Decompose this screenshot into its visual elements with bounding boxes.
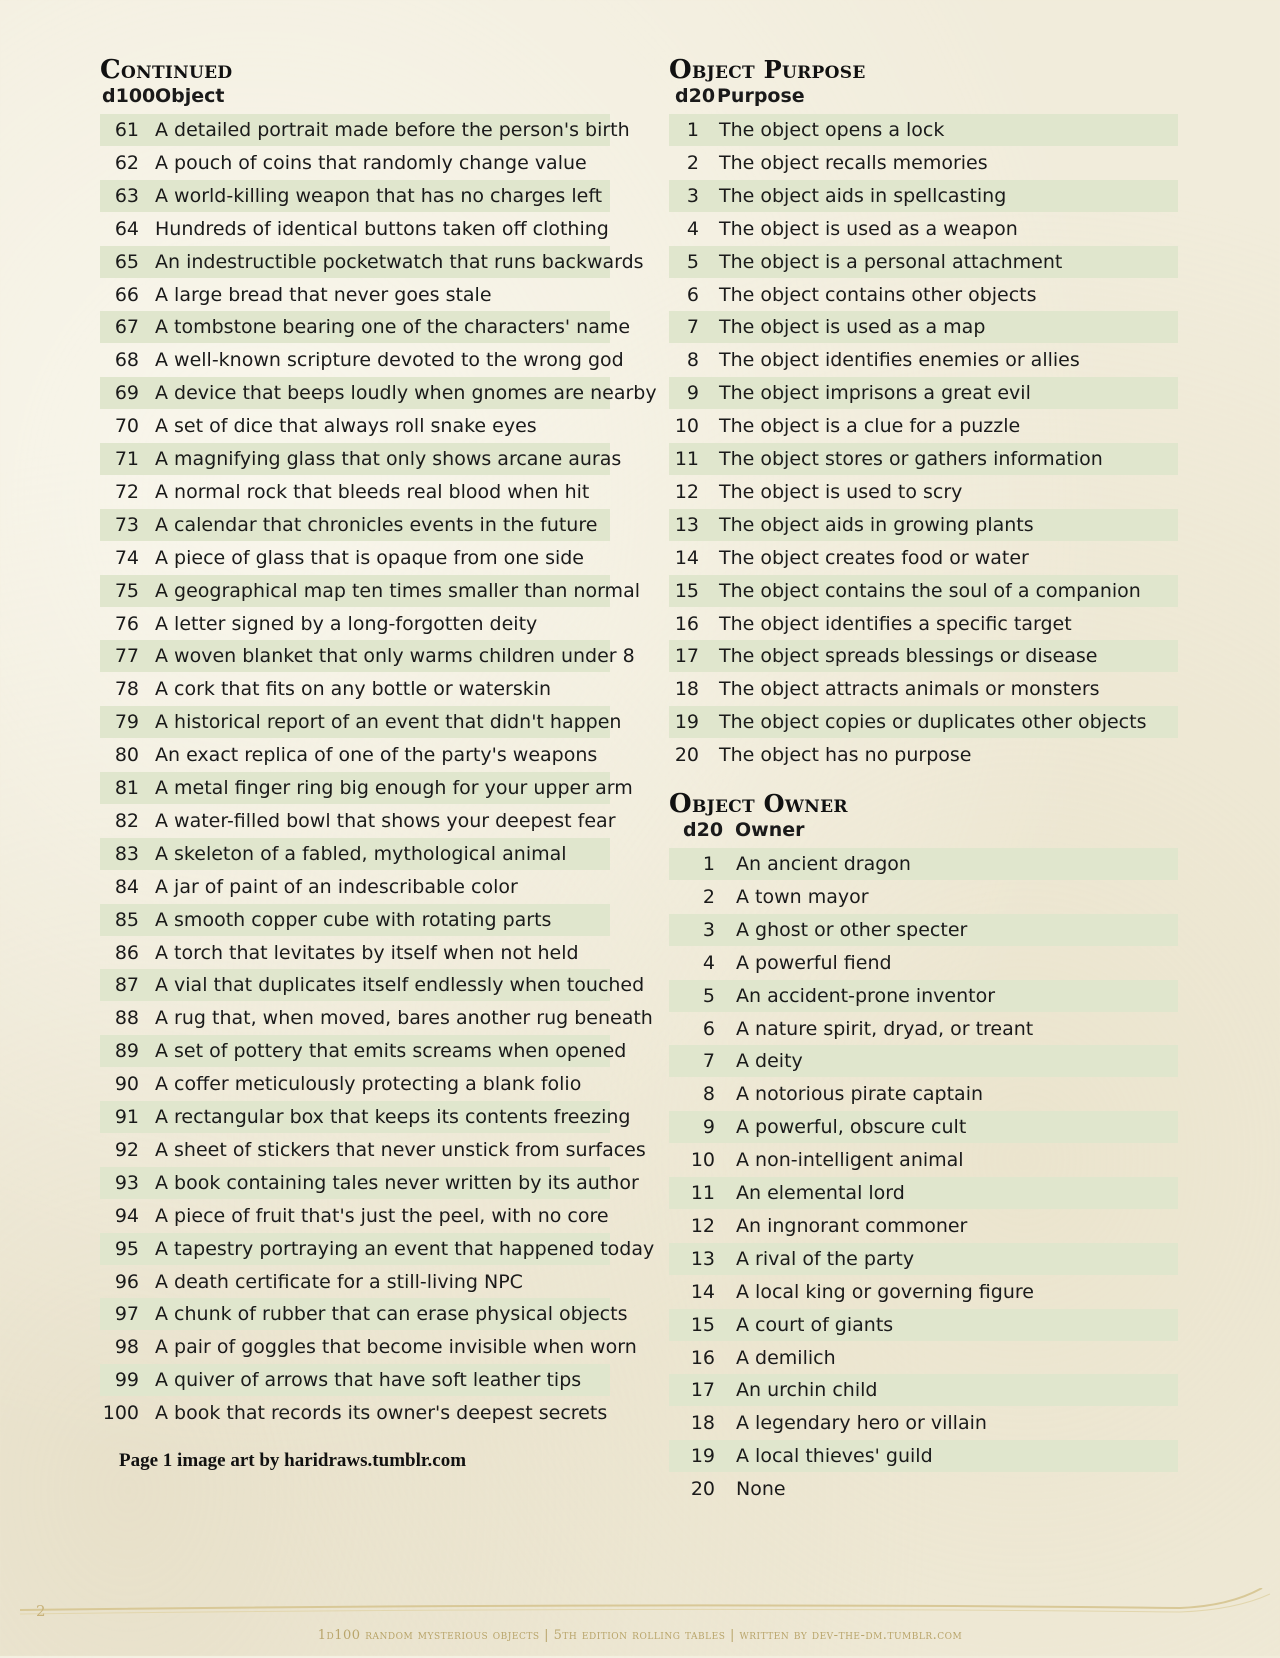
row-text: A water-filled bowl that shows your deepest fear <box>155 809 616 832</box>
table-row <box>669 509 1178 541</box>
die-header: d100 <box>102 85 156 107</box>
row-text: A pair of goggles that become invisible when worn <box>155 1336 637 1359</box>
row-text: None <box>736 1478 786 1501</box>
row-text: A vial that duplicates itself endlessly when touched <box>155 974 645 997</box>
roll-number: 6 <box>686 283 699 306</box>
roll-number: 11 <box>674 448 699 470</box>
row-text: A rectangular box that keeps its contents freezing <box>155 1106 631 1128</box>
table-row <box>100 1134 646 1166</box>
roll-number: 8 <box>702 1083 715 1106</box>
table-row <box>100 1167 639 1199</box>
table-row <box>669 1276 1178 1308</box>
table-row <box>100 311 631 343</box>
row-text: A torch that levitates by itself when not held <box>155 941 579 964</box>
row-text: An ingnorant commoner <box>736 1214 968 1237</box>
table-row <box>100 1233 655 1265</box>
roll-number: 90 <box>114 1073 139 1096</box>
roll-number: 9 <box>686 382 699 405</box>
table-row <box>669 542 1178 574</box>
table-row <box>669 1473 1178 1505</box>
row-text: An exact replica of one of the party's weapons <box>155 744 598 767</box>
table-row <box>100 1364 610 1396</box>
roll-number: 95 <box>114 1237 139 1260</box>
row-text: The object stores or gathers information <box>719 448 1103 470</box>
row-text: The object has no purpose <box>719 744 972 767</box>
object-header: Object <box>155 85 225 107</box>
table-row <box>100 608 610 640</box>
roll-number: 74 <box>114 546 139 569</box>
roll-number: 98 <box>114 1336 139 1359</box>
table-row <box>669 947 1178 979</box>
roll-number: 18 <box>690 1412 715 1435</box>
table-row <box>100 805 616 837</box>
row-text: The object recalls memories <box>719 151 988 174</box>
roll-number: 85 <box>114 908 139 931</box>
table-row <box>669 311 1178 343</box>
roll-number: 3 <box>686 184 699 207</box>
row-text: A device that beeps loudly when gnomes are nearby <box>155 382 657 405</box>
roll-number: 1 <box>686 119 699 141</box>
table-row <box>100 180 610 212</box>
roll-number: 96 <box>114 1270 139 1293</box>
row-text: The object imprisons a great evil <box>719 382 1031 405</box>
table-row <box>100 640 635 672</box>
row-text: A powerful fiend <box>736 951 892 974</box>
row-text: A coffer meticulously protecting a blank folio <box>155 1073 582 1096</box>
table-row <box>669 443 1178 475</box>
table-row <box>669 1342 1178 1374</box>
roll-number: 68 <box>114 349 139 372</box>
row-text: The object aids in spellcasting <box>719 184 1007 207</box>
table-row <box>669 1243 1178 1275</box>
object-table-header <box>100 84 610 108</box>
row-text: A nature spirit, dryad, or treant <box>736 1017 1034 1040</box>
purpose-header: Purpose <box>717 85 805 107</box>
roll-number: 7 <box>686 316 699 339</box>
roll-number: 84 <box>114 875 139 898</box>
table-row <box>100 476 610 508</box>
table-row <box>100 410 610 442</box>
table-row <box>100 1002 653 1034</box>
roll-number: 2 <box>702 885 715 908</box>
row-text: A tapestry portraying an event that happened today <box>155 1237 655 1260</box>
table-row <box>100 1397 610 1429</box>
die-header: d20 <box>683 819 724 841</box>
roll-number: 79 <box>114 711 139 734</box>
roll-number: 12 <box>674 480 699 503</box>
roll-number: 69 <box>114 382 139 405</box>
table-row <box>100 1068 610 1100</box>
table-row <box>669 881 1178 913</box>
row-text: The object identifies enemies or allies <box>719 349 1080 372</box>
table-row <box>669 476 1178 508</box>
row-text: A cork that fits on any bottle or waterskin <box>155 678 552 701</box>
row-text: A calendar that chronicles events in the future <box>155 513 598 536</box>
table-row <box>100 706 622 738</box>
row-text: A rival of the party <box>736 1247 915 1270</box>
table-row <box>669 1374 1178 1406</box>
roll-number: 72 <box>114 480 139 503</box>
roll-number: 89 <box>114 1040 139 1063</box>
roll-number: 61 <box>114 119 139 141</box>
roll-number: 100 <box>102 1402 139 1425</box>
roll-number: 16 <box>690 1346 715 1369</box>
roll-number: 10 <box>690 1149 715 1172</box>
table-row <box>100 542 610 574</box>
table-row <box>669 1078 1178 1110</box>
row-text: A town mayor <box>736 885 869 908</box>
row-text: A skeleton of a fabled, mythological animal <box>155 842 567 865</box>
table-row <box>100 1101 631 1133</box>
table-row <box>669 1210 1178 1242</box>
roll-number: 4 <box>702 951 715 974</box>
table-row <box>100 1035 627 1067</box>
roll-number: 97 <box>114 1303 139 1326</box>
table-row <box>669 1045 1178 1077</box>
table-row <box>100 838 610 870</box>
continued-heading: Continued <box>100 55 233 85</box>
roll-number: 15 <box>674 579 699 602</box>
roll-number: 94 <box>114 1204 139 1227</box>
owner-table-header <box>669 818 1178 842</box>
row-text: A book containing tales never written by its author <box>155 1171 639 1194</box>
row-text: A deity <box>736 1050 803 1073</box>
table-row <box>669 180 1178 212</box>
row-text: The object identifies a specific target <box>719 612 1072 635</box>
roll-number: 13 <box>690 1247 715 1270</box>
table-row <box>669 410 1178 442</box>
row-text: An indestructible pocketwatch that runs backwards <box>155 250 644 273</box>
roll-number: 3 <box>702 918 715 941</box>
roll-number: 76 <box>114 612 139 635</box>
row-text: An accident-prone inventor <box>736 984 996 1007</box>
row-text: A demilich <box>736 1346 836 1369</box>
table-row <box>100 1331 637 1363</box>
roll-number: 17 <box>690 1379 715 1402</box>
row-text: A death certificate for a still-living NPC <box>155 1270 523 1293</box>
table-row <box>669 246 1178 278</box>
row-text: The object is used to scry <box>719 480 963 503</box>
roll-number: 17 <box>674 645 699 668</box>
row-text: A book that records its owner's deepest secrets <box>155 1402 608 1425</box>
table-row <box>669 1144 1178 1176</box>
table-row <box>100 575 640 607</box>
roll-number: 8 <box>686 349 699 372</box>
table-row <box>100 213 610 245</box>
roll-number: 1 <box>702 853 715 875</box>
table-row <box>100 904 610 936</box>
roll-number: 16 <box>674 612 699 635</box>
row-text: A historical report of an event that didn't happen <box>155 711 622 734</box>
row-text: A geographical map ten times smaller than normal <box>155 579 640 602</box>
footer-text: 1d100 random mysterious objects | 5th edition rolling tables | written by dev-the-dm.tumblr.com <box>317 1628 963 1643</box>
table-row <box>100 673 610 705</box>
row-text: A rug that, when moved, bares another rug beneath <box>155 1007 653 1030</box>
art-credit: Page 1 image art by haridraws.tumblr.com <box>119 1450 467 1471</box>
row-text: The object is used as a weapon <box>719 217 1018 240</box>
roll-number: 19 <box>674 711 699 734</box>
roll-number: 70 <box>114 415 139 438</box>
row-text: A magnifying glass that only shows arcane auras <box>155 448 622 470</box>
row-text: A court of giants <box>736 1313 894 1336</box>
table-row <box>669 575 1178 607</box>
row-text: A piece of glass that is opaque from one side <box>155 546 584 569</box>
roll-number: 81 <box>114 777 139 799</box>
roll-number: 15 <box>690 1313 715 1336</box>
row-text: An elemental lord <box>736 1182 905 1204</box>
roll-number: 5 <box>686 250 699 273</box>
row-text: A legendary hero or villain <box>736 1412 987 1435</box>
roll-number: 92 <box>114 1138 139 1161</box>
table-row <box>100 871 610 903</box>
roll-number: 71 <box>114 448 139 470</box>
roll-number: 6 <box>702 1017 715 1040</box>
roll-number: 20 <box>690 1478 715 1501</box>
roll-number: 75 <box>114 579 139 602</box>
row-text: A smooth copper cube with rotating parts <box>155 908 552 931</box>
table-row <box>669 213 1178 245</box>
roll-number: 93 <box>114 1171 139 1194</box>
row-text: A quiver of arrows that have soft leather tips <box>155 1369 582 1392</box>
roll-number: 14 <box>690 1280 715 1303</box>
row-text: A normal rock that bleeds real blood when hit <box>155 480 590 503</box>
table-row <box>100 377 657 409</box>
row-text: A piece of fruit that's just the peel, with no core <box>155 1204 609 1227</box>
row-text: A non-intelligent animal <box>736 1149 964 1172</box>
roll-number: 78 <box>114 678 139 701</box>
row-text: The object creates food or water <box>719 546 1029 569</box>
roll-number: 66 <box>114 283 139 306</box>
roll-number: 20 <box>674 744 699 767</box>
roll-number: 63 <box>114 184 139 207</box>
roll-number: 99 <box>114 1369 139 1392</box>
table-row <box>100 937 610 969</box>
table-row <box>100 1298 628 1330</box>
purpose-table-header <box>669 84 1178 108</box>
roll-number: 88 <box>114 1007 139 1030</box>
roll-number: 9 <box>702 1116 715 1139</box>
table-row <box>669 608 1178 640</box>
table-row <box>669 1440 1178 1472</box>
roll-number: 7 <box>702 1050 715 1073</box>
roll-number: 5 <box>702 984 715 1007</box>
row-text: A metal finger ring big enough for your upper arm <box>155 777 633 799</box>
row-text: A well-known scripture devoted to the wrong god <box>155 349 624 372</box>
roll-number: 73 <box>114 513 139 536</box>
row-text: A ghost or other specter <box>736 918 968 941</box>
roll-number: 4 <box>686 217 699 240</box>
roll-number: 77 <box>114 645 139 668</box>
row-text: A local thieves' guild <box>736 1445 933 1468</box>
table-row <box>100 147 610 179</box>
row-text: The object is a personal attachment <box>719 250 1063 273</box>
roll-number: 67 <box>114 316 139 339</box>
row-text: The object contains the soul of a companion <box>719 579 1141 602</box>
table-row <box>669 1309 1178 1341</box>
row-text: Hundreds of identical buttons taken off clothing <box>155 217 609 240</box>
table-row <box>669 344 1178 376</box>
row-text: A notorious pirate captain <box>736 1083 984 1106</box>
row-text: The object contains other objects <box>719 283 1037 306</box>
row-text: A set of dice that always roll snake eyes <box>155 415 537 438</box>
footer-ornament <box>0 1588 1280 1658</box>
roll-number: 65 <box>114 250 139 273</box>
table-row <box>100 509 610 541</box>
table-row <box>669 980 1178 1012</box>
roll-number: 10 <box>674 415 699 438</box>
table-row <box>100 279 610 311</box>
roll-number: 82 <box>114 809 139 832</box>
row-text: The object is used as a map <box>719 316 986 339</box>
table-row <box>100 443 622 475</box>
table-row <box>100 1200 610 1232</box>
table-row <box>669 1111 1178 1143</box>
table-row <box>669 914 1178 946</box>
roll-number: 86 <box>114 941 139 964</box>
object-owner-heading: Object Owner <box>669 789 848 819</box>
row-text: An ancient dragon <box>736 853 911 875</box>
row-text: A jar of paint of an indescribable color <box>155 875 518 898</box>
row-text: A letter signed by a long-forgotten deity <box>155 612 538 635</box>
table-row <box>669 1407 1178 1439</box>
table-row <box>100 1266 610 1298</box>
roll-number: 83 <box>114 842 139 865</box>
table-row <box>100 246 644 278</box>
row-text: The object spreads blessings or disease <box>719 645 1098 668</box>
row-text: A chunk of rubber that can erase physical objects <box>155 1303 628 1326</box>
table-row <box>100 344 624 376</box>
row-text: The object opens a lock <box>719 119 945 141</box>
row-text: The object copies or duplicates other objects <box>719 711 1147 734</box>
table-row <box>669 640 1178 672</box>
page-number: 2 <box>36 1602 46 1620</box>
table-row <box>669 848 1178 880</box>
roll-number: 64 <box>114 217 139 240</box>
row-text: A large bread that never goes stale <box>155 283 492 306</box>
roll-number: 12 <box>690 1214 715 1237</box>
table-row <box>669 147 1178 179</box>
object-purpose-heading: Object Purpose <box>669 55 866 85</box>
table-row <box>100 114 630 146</box>
row-text: A detailed portrait made before the person's birth <box>155 119 630 141</box>
table-row <box>669 706 1178 738</box>
row-text: A powerful, obscure cult <box>736 1116 967 1139</box>
row-text: A local king or governing figure <box>736 1280 1034 1303</box>
table-row <box>669 739 1178 771</box>
roll-number: 18 <box>674 678 699 701</box>
table-row <box>669 114 1178 146</box>
table-row <box>100 969 645 1001</box>
owner-header: Owner <box>735 819 805 841</box>
table-row <box>100 772 633 804</box>
roll-number: 11 <box>690 1182 715 1204</box>
table-row <box>669 1177 1178 1209</box>
roll-number: 2 <box>686 151 699 174</box>
table-row <box>669 673 1178 705</box>
table-row <box>669 1013 1178 1045</box>
row-text: The object attracts animals or monsters <box>719 678 1100 701</box>
row-text: A set of pottery that emits screams when opened <box>155 1040 627 1063</box>
row-text: A sheet of stickers that never unstick from surfaces <box>155 1138 646 1161</box>
roll-number: 80 <box>114 744 139 767</box>
die-header: d20 <box>675 85 716 107</box>
row-text: The object is a clue for a puzzle <box>719 415 1021 438</box>
table-row <box>100 739 610 771</box>
row-text: A world-killing weapon that has no charges left <box>155 184 603 207</box>
roll-number: 13 <box>674 513 699 536</box>
roll-number: 19 <box>690 1445 715 1468</box>
roll-number: 87 <box>114 974 139 997</box>
roll-number: 14 <box>674 546 699 569</box>
row-text: A tombstone bearing one of the characters' name <box>155 316 631 339</box>
row-text: A woven blanket that only warms children under 8 <box>155 645 635 668</box>
row-text: The object aids in growing plants <box>719 513 1034 536</box>
table-row <box>669 279 1178 311</box>
row-text: A pouch of coins that randomly change value <box>155 151 587 174</box>
row-text: An urchin child <box>736 1379 878 1402</box>
roll-number: 91 <box>114 1106 139 1128</box>
roll-number: 62 <box>114 151 139 174</box>
table-row <box>669 377 1178 409</box>
